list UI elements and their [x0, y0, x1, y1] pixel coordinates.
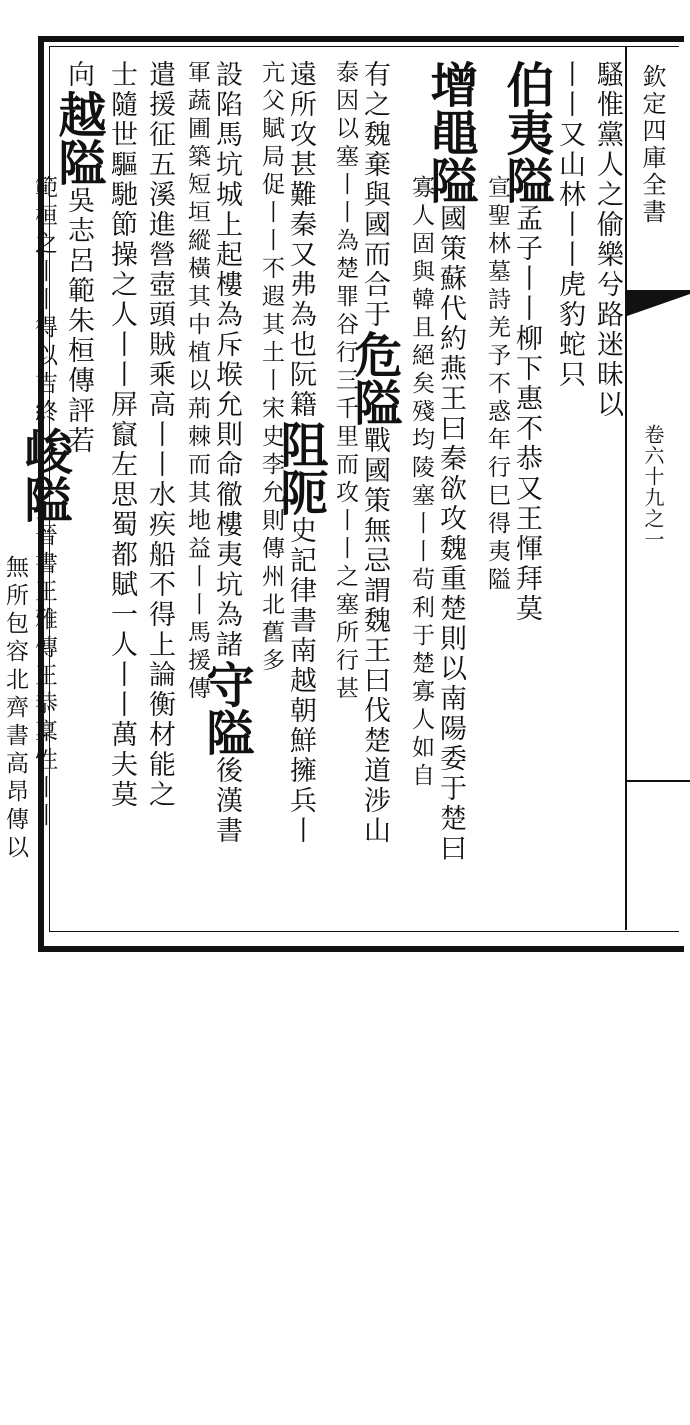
- column-text: 孟子丨丨柳下惠不恭又王惲拜莫: [511, 204, 542, 624]
- column-text: 宣聖林墓詩羌予不惑年行巳得夷隘: [484, 175, 510, 595]
- column-text: 範桓之丨丨得以吉終: [31, 175, 57, 427]
- text-column: [102, 60, 140, 930]
- column-text: 士隨世驅馳節操之人丨丨屏竄左思蜀都賦一人丨丨萬夫莫: [106, 60, 137, 810]
- text-column: [588, 60, 626, 930]
- column-text: 丨宋史李允則傳州北舊多: [258, 368, 284, 676]
- column-text: 後漢書: [211, 756, 242, 846]
- collection-title: 欽定四庫全書: [638, 64, 666, 226]
- entry-heading: 增黽隘: [422, 60, 478, 204]
- entry-heading: 危隘: [346, 330, 402, 426]
- text-column: [0, 555, 34, 1425]
- text-column: [140, 60, 178, 930]
- entry-heading: 阻阨: [272, 420, 328, 516]
- column-text: 丨丨又山林丨丨虎豹蛇只: [554, 60, 585, 390]
- column-text: 吳志呂範朱桓傳評若: [63, 186, 94, 456]
- column-text: 設陷馬坑城上起樓為斥堠允則命徹樓夷坑為諸: [211, 60, 242, 660]
- entry-heading: 伯夷隘: [498, 60, 554, 204]
- column-text: 泰因以塞丨丨為楚罪: [332, 60, 358, 312]
- text-column: [402, 175, 440, 1045]
- column-text: 晉書王雅傳王恭稟性丨丨: [31, 523, 57, 831]
- entry-heading: 峻隘: [16, 427, 72, 523]
- column-text: 向: [63, 60, 94, 90]
- text-column: [252, 60, 290, 930]
- column-text: 無所包容北齊書高昂傳以: [2, 555, 28, 863]
- text-column: [326, 60, 364, 930]
- entry-heading: 守隘: [198, 660, 254, 756]
- column-text: 馬援傳: [184, 620, 210, 704]
- text-column: [16, 175, 72, 1045]
- column-text: 國策蘇代約燕王曰秦欲攻魏重楚則以南陽委于楚曰: [435, 204, 466, 864]
- column-text: 戰國策無忌謂魏王曰伐楚道涉山: [359, 426, 390, 846]
- column-text: 亢父賦局促丨丨不遐其土: [258, 60, 284, 368]
- column-text: 有之魏棄與國而合于: [359, 60, 390, 330]
- volume-label: 卷六十九之一: [641, 424, 665, 550]
- column-text: 遠所攻甚難秦又弗為也阮籍: [285, 60, 316, 420]
- text-column: [178, 60, 216, 930]
- fish-tail-bottom: [627, 780, 690, 782]
- text-column: [272, 60, 328, 930]
- column-text: 騷惟黨人之偷樂兮路迷昧以: [592, 60, 623, 420]
- text-column: [498, 60, 554, 930]
- text-column: [198, 60, 254, 930]
- text-column: [478, 175, 516, 1045]
- text-column: [550, 60, 588, 930]
- text-column: [422, 60, 478, 930]
- column-text: 史記律書南越朝鮮擁兵丨: [285, 516, 316, 846]
- column-text: 遣援征五溪進營壺頭賊乘高丨丨水疾船不得上論衡材能之: [144, 60, 175, 810]
- column-text: 谷行三千里而攻丨丨之塞所行甚: [332, 312, 358, 704]
- column-text: 軍蔬圃築短垣縱橫其中植以荊棘而其地益丨丨: [184, 60, 210, 620]
- text-column: [346, 60, 402, 930]
- column-text: 寡人固與韓且絕矣殘均陵塞丨丨茍利于楚寡人如自: [408, 175, 434, 791]
- fish-tail-mark: [627, 294, 690, 316]
- entry-heading: 越隘: [50, 90, 106, 186]
